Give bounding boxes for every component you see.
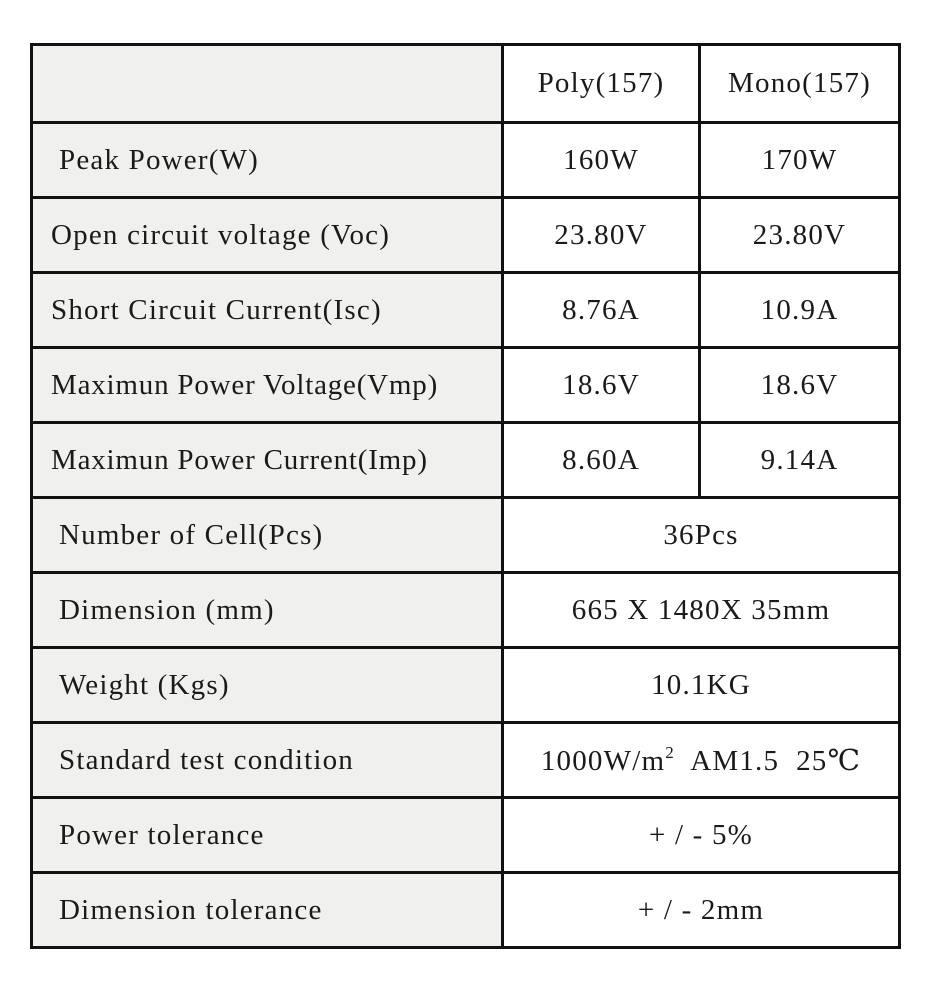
header-row bbox=[32, 45, 900, 123]
poly-value: 23.80V bbox=[503, 198, 700, 273]
stc-irradiance: 1000W/m bbox=[540, 744, 666, 777]
row-label: Short Circuit Current(Isc) bbox=[32, 273, 503, 348]
stc-superscript: 2 bbox=[665, 742, 675, 762]
merged-value: 10.1KG bbox=[503, 648, 900, 723]
row-label: Power tolerance bbox=[32, 798, 503, 873]
mono-value: 18.6V bbox=[700, 348, 900, 423]
table-row bbox=[32, 198, 900, 273]
mono-value: 170W bbox=[700, 123, 900, 198]
merged-value: 665 X 1480X 35mm bbox=[503, 573, 900, 648]
poly-value: 18.6V bbox=[503, 348, 700, 423]
row-label: Maximun Power Voltage(Vmp) bbox=[32, 348, 503, 423]
row-label: Maximun Power Current(Imp) bbox=[32, 423, 503, 498]
table-row bbox=[32, 873, 900, 948]
mono-value: 9.14A bbox=[700, 423, 900, 498]
table-row bbox=[32, 648, 900, 723]
header-poly: Poly(157) bbox=[503, 45, 700, 123]
table-row bbox=[32, 573, 900, 648]
merged-value: + / - 5% bbox=[503, 798, 900, 873]
row-label: Number of Cell(Pcs) bbox=[32, 498, 503, 573]
row-label: Dimension tolerance bbox=[32, 873, 503, 948]
merged-value: 36Pcs bbox=[503, 498, 900, 573]
table-row bbox=[32, 798, 900, 873]
table-row bbox=[32, 273, 900, 348]
table-row bbox=[32, 723, 900, 798]
header-blank-cell bbox=[32, 45, 503, 123]
poly-value: 8.76A bbox=[503, 273, 700, 348]
header-mono: Mono(157) bbox=[700, 45, 900, 123]
row-label: Peak Power(W) bbox=[32, 123, 503, 198]
merged-value bbox=[503, 723, 900, 798]
row-label: Open circuit voltage (Voc) bbox=[32, 198, 503, 273]
stc-am-temp: AM1.5 25℃ bbox=[674, 744, 862, 777]
row-label: Weight (Kgs) bbox=[32, 648, 503, 723]
merged-value: + / - 2mm bbox=[503, 873, 900, 948]
table-row bbox=[32, 123, 900, 198]
table-row bbox=[32, 498, 900, 573]
mono-value: 10.9A bbox=[700, 273, 900, 348]
mono-value: 23.80V bbox=[700, 198, 900, 273]
table-row bbox=[32, 423, 900, 498]
specification-table bbox=[30, 43, 901, 949]
table-row bbox=[32, 348, 900, 423]
row-label: Standard test condition bbox=[32, 723, 503, 798]
poly-value: 160W bbox=[503, 123, 700, 198]
row-label: Dimension (mm) bbox=[32, 573, 503, 648]
poly-value: 8.60A bbox=[503, 423, 700, 498]
